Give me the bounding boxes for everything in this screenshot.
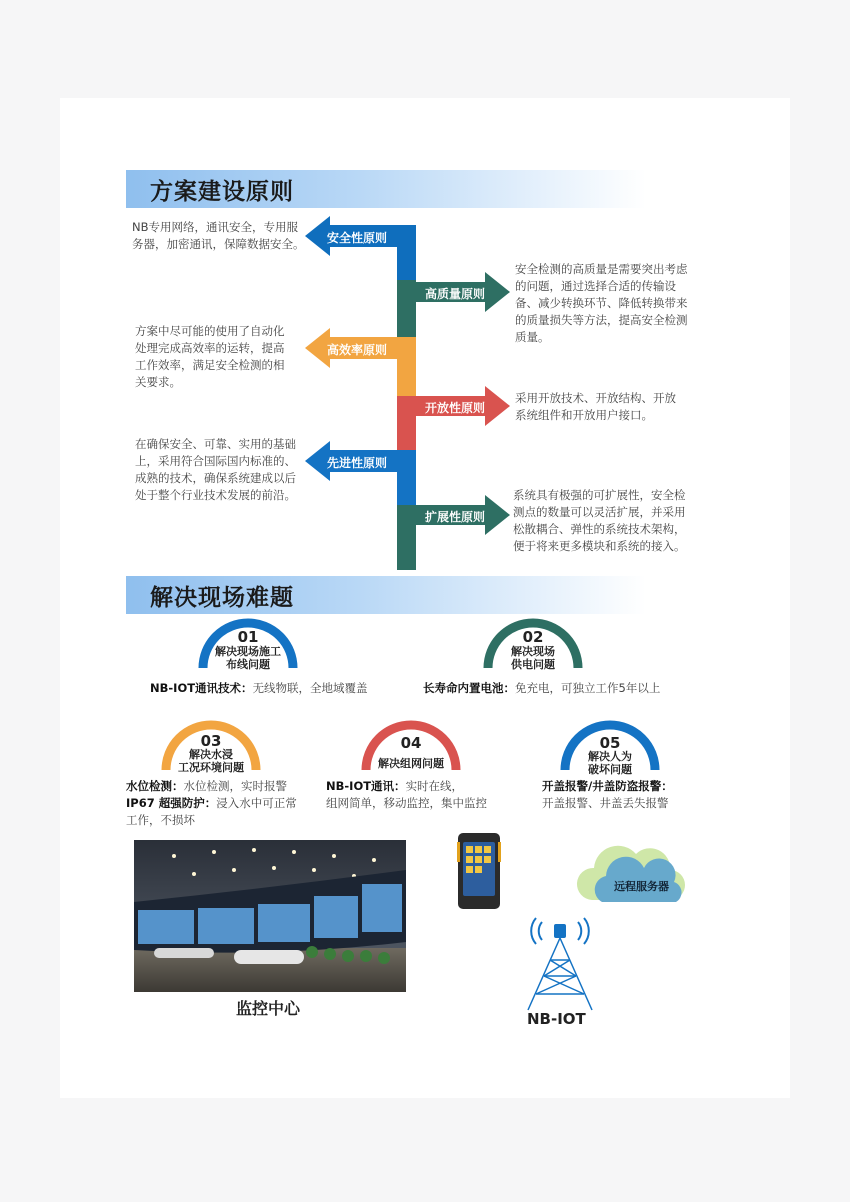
problem-title: 破坏问题 (588, 763, 632, 776)
principle-label-openness: 开放性原则 (425, 401, 486, 415)
problem-number: 02 (522, 628, 544, 646)
problem-solution: 长寿命内置电池：免充电，可独立工作5年以上 (423, 681, 661, 695)
problem-title: 解决现场 (511, 645, 555, 658)
problem-title: 解决水浸 (189, 748, 233, 761)
principle-label-quality: 高质量原则 (425, 287, 486, 301)
principle-desc-advanced: 在确保安全、可靠、实用的基础上，采用符合国际国内标准的、成熟的技术，确保系统建成以后处于整个行业技术发展的前沿。 (135, 437, 296, 502)
problem-title: 解决人为 (588, 750, 632, 763)
problem-number: 03 (200, 732, 222, 750)
principle-label-security: 安全性原则 (327, 231, 388, 245)
problem-title: 解决现场施工 (215, 645, 281, 658)
problem-solution: 开盖报警/井盖防盗报警： 开盖报警、井盖丢失报警 (542, 779, 673, 810)
section-title-text: 方案建设原则 (150, 179, 294, 205)
problem-title: 布线问题 (226, 658, 270, 671)
principle-desc-quality: 安全检测的高质量是需要突出考虑的问题，通过选择合适的传输设备、减少转换环节、降低转换带来的质量损失等方法，提高安全检测质量。 (515, 262, 688, 344)
handheld-terminal-icon (457, 832, 501, 910)
problem-title: 供电问题 (511, 658, 555, 671)
problem-title: 解决组网问题 (378, 757, 444, 770)
principle-desc-security: NB专用网络，通讯安全，专用服务器，加密通讯，保障数据安全。 (132, 220, 305, 251)
section-title-text: 解决现场难题 (150, 585, 294, 611)
principle-label-extensibility: 扩展性原则 (425, 510, 486, 524)
principle-label-efficiency: 高效率原则 (327, 343, 388, 357)
cloud-server-label: 远程服务器 (614, 880, 669, 893)
monitoring-center-label: 监控中心 (236, 999, 301, 1018)
problem-solution: NB-IOT通讯：实时在线， 组网简单，移动监控，集中监控 (326, 779, 487, 810)
problem-number: 04 (400, 734, 422, 752)
monitoring-center-image (134, 840, 406, 992)
problem-title: 工况环境问题 (178, 761, 244, 774)
principle-desc-extensibility: 系统具有极强的可扩展性，安全检测点的数量可以灵活扩展，并采用松散耦合、弹性的系统技术架构，便于将来更多模块和系统的接入。 (513, 488, 686, 553)
problem-solution: 水位检测：水位检测，实时报警 IP67 超强防护：浸入水中可正常 工作，不损坏 (126, 779, 297, 827)
principle-desc-openness: 采用开放技术、开放结构、开放系统组件和开放用户接口。 (515, 391, 676, 422)
cloud-server-icon (574, 838, 686, 904)
problem-number: 05 (599, 734, 621, 752)
nb-iot-tower-icon (520, 914, 600, 1012)
nb-iot-tower-label: NB-IOT (527, 1010, 586, 1028)
problem-number: 01 (237, 628, 259, 646)
principle-label-advanced: 先进性原则 (327, 456, 388, 470)
principle-desc-efficiency: 方案中尽可能的使用了自动化处理完成高效率的运转，提高工作效率，满足安全检测的相关要求。 (135, 324, 285, 389)
problem-solution: NB-IOT通讯技术：无线物联，全地域覆盖 (150, 681, 368, 695)
